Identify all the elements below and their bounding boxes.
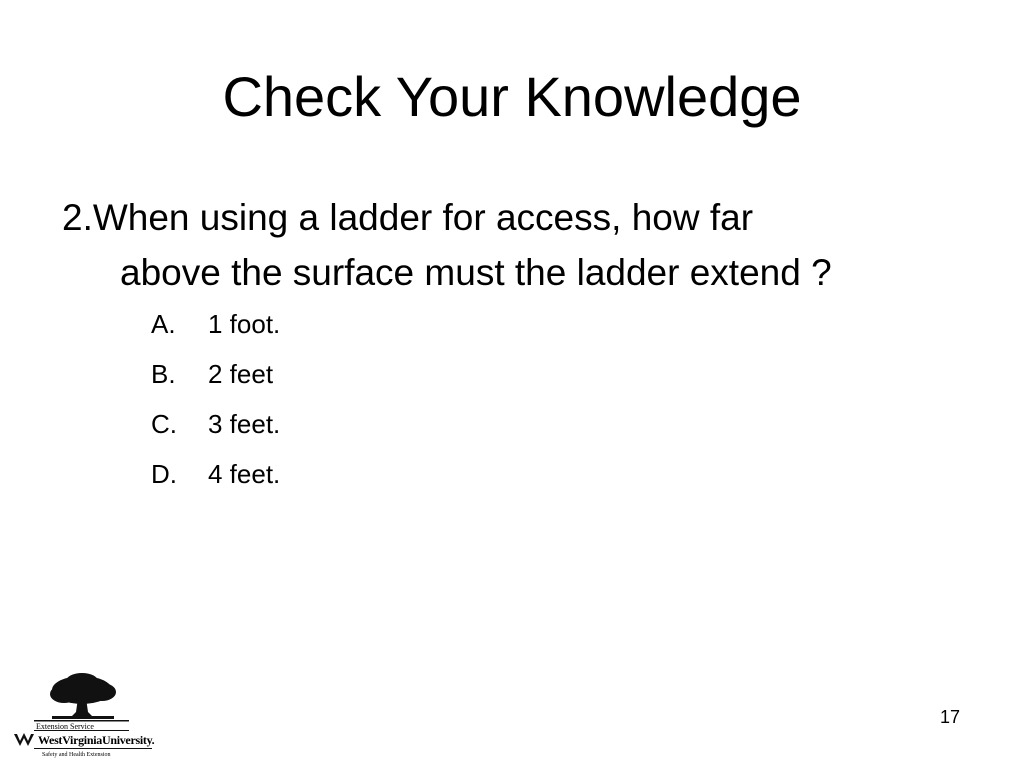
option-letter: B. — [151, 359, 176, 389]
option-letter: D. — [151, 459, 177, 489]
logo-program-text: Safety and Health Extension — [42, 752, 111, 758]
option-d — [151, 454, 280, 504]
answer-options — [151, 304, 280, 504]
option-letter: A. — [151, 309, 176, 339]
slide-title: Check Your Knowledge — [222, 65, 802, 128]
option-text: 4 feet. — [208, 459, 281, 489]
question-line-2: above the surface must the ladder extend ? — [120, 252, 832, 293]
option-b — [151, 354, 280, 404]
option-letter: C. — [151, 409, 177, 439]
question-text — [93, 190, 1002, 245]
logo-university-text: WestVirginiaUniversity. — [38, 733, 155, 747]
option-text: 3 feet. — [208, 409, 281, 439]
question-line-1: When using a ladder for access, how far — [92, 197, 754, 238]
page-number: 17 — [939, 707, 961, 727]
option-text: 1 foot. — [208, 309, 281, 339]
question — [62, 190, 1002, 293]
question-number: 2. — [62, 197, 93, 238]
option-a — [151, 304, 280, 354]
wvu-logo — [12, 672, 157, 764]
option-text: 2 feet — [208, 359, 274, 389]
option-c — [151, 404, 280, 454]
logo-service-text: Extension Service — [36, 722, 94, 731]
tree-icon — [12, 672, 157, 764]
